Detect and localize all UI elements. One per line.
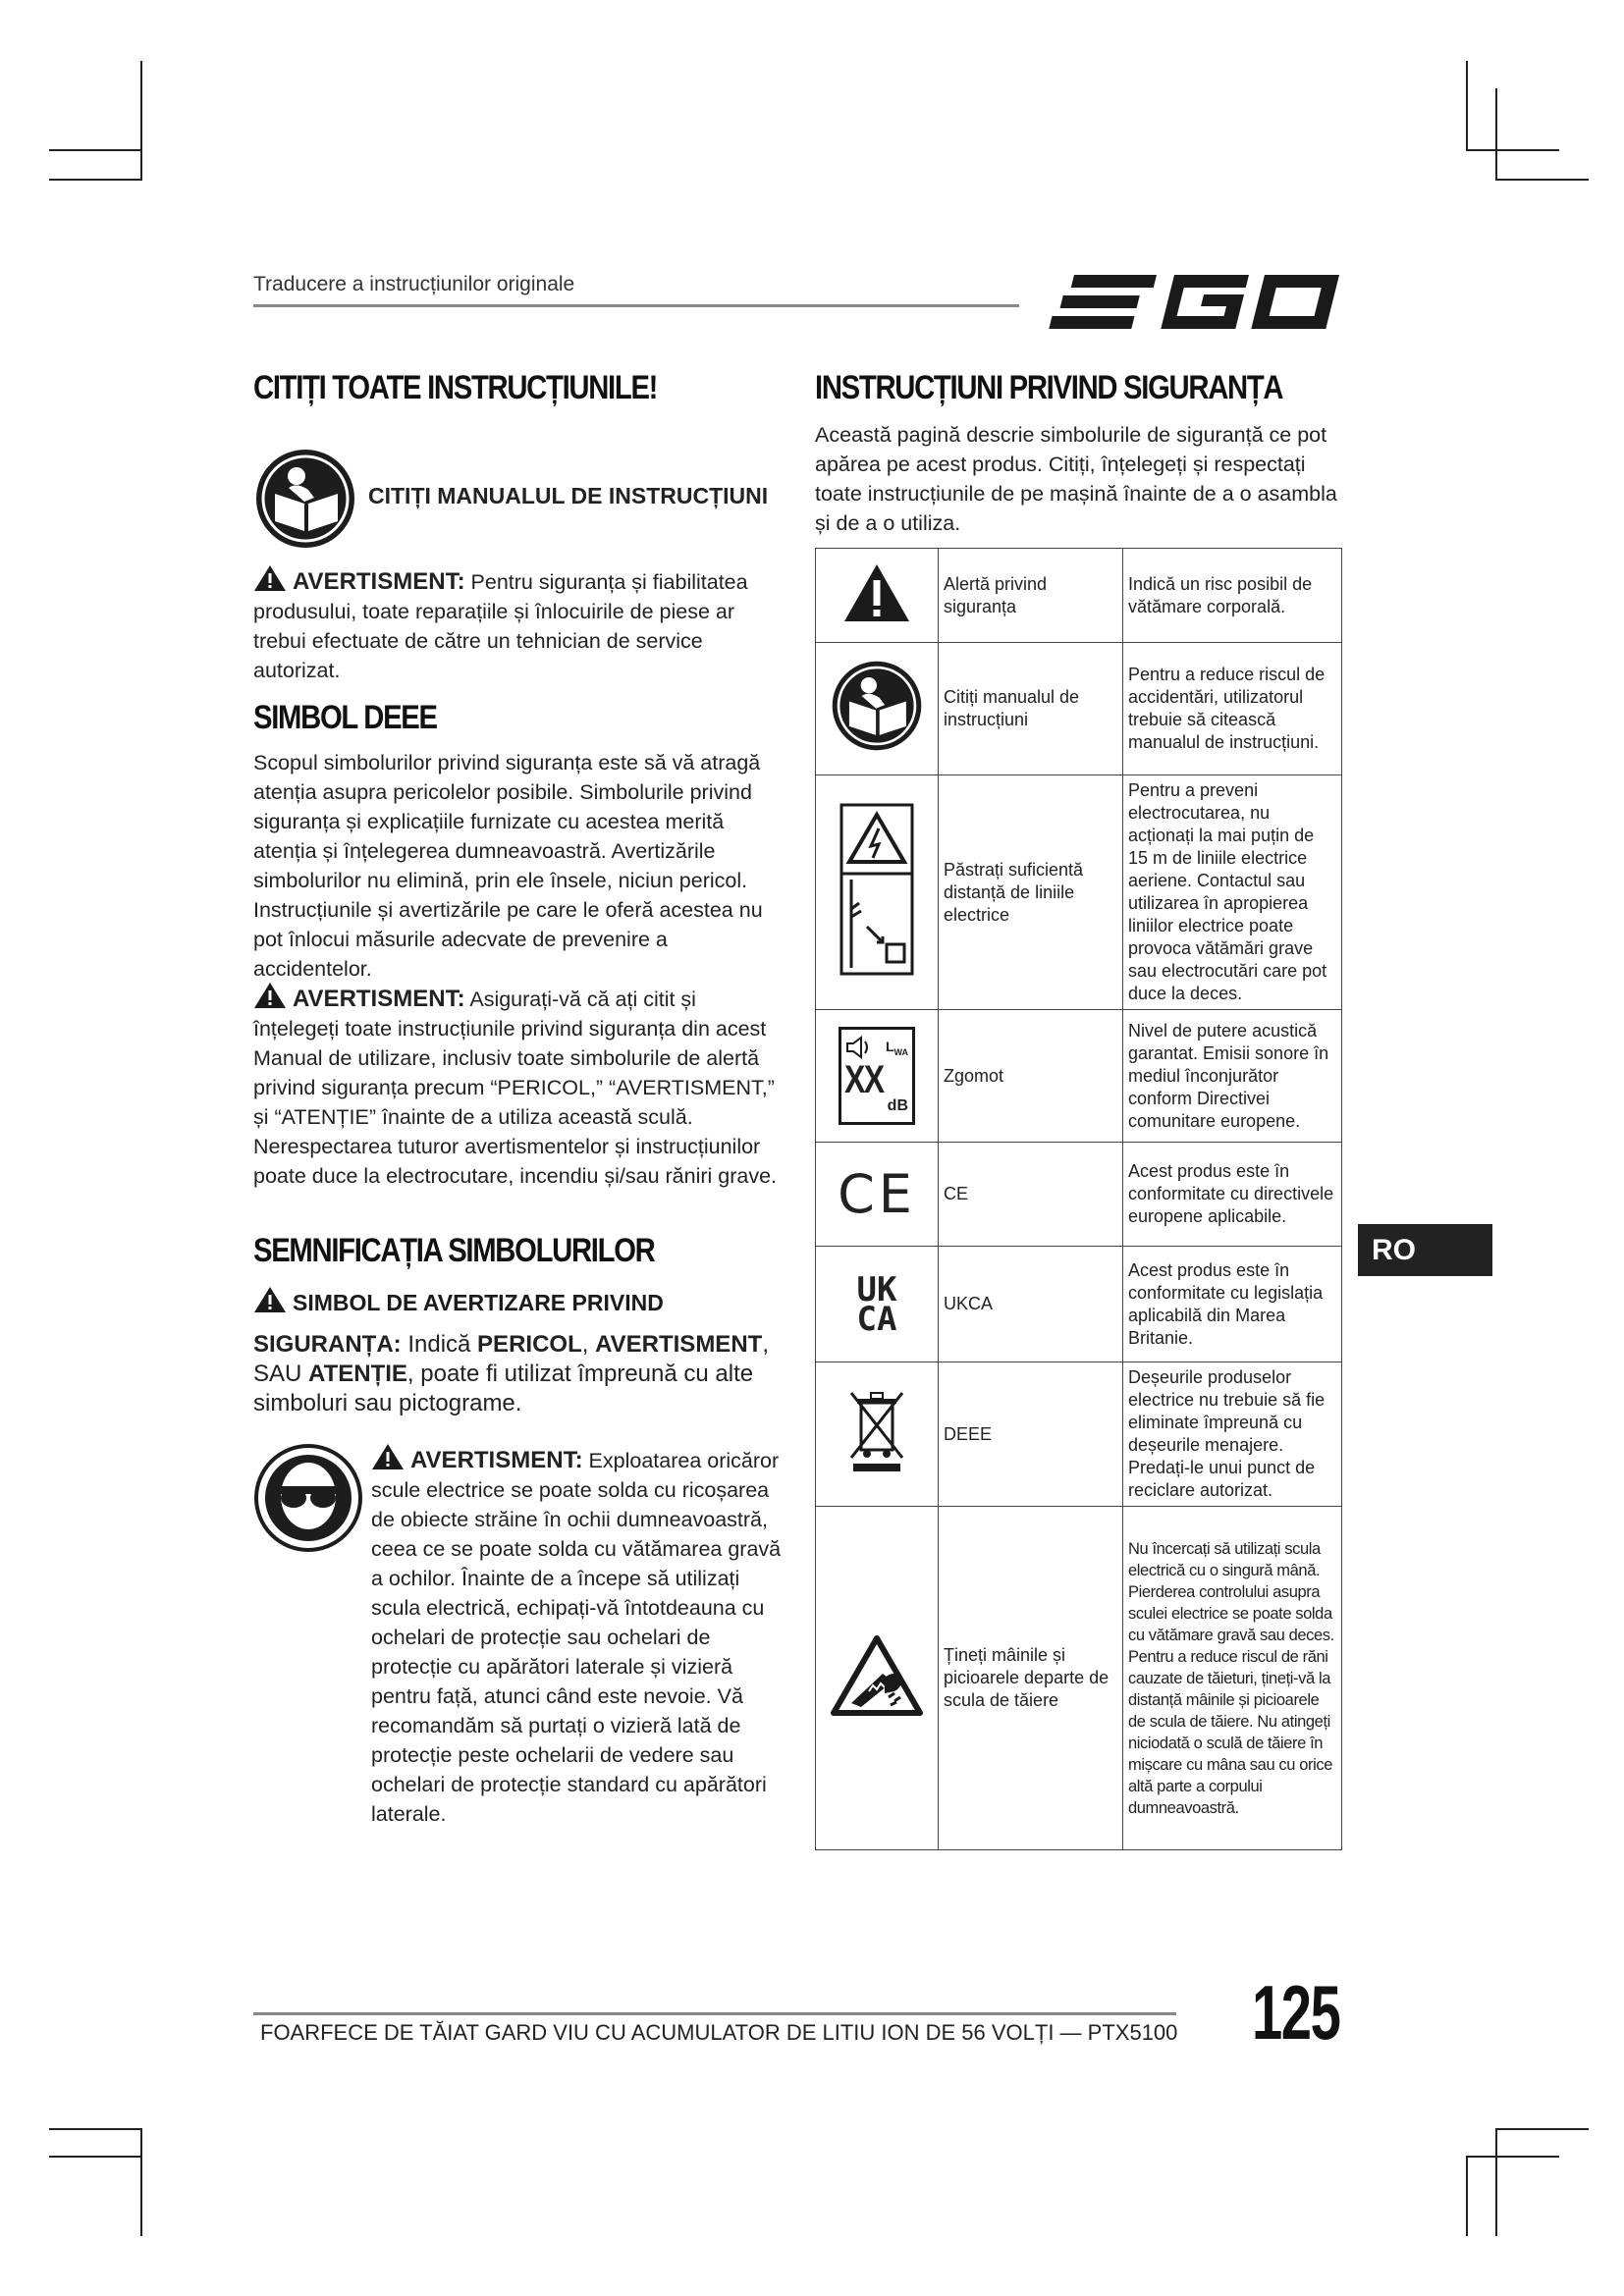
speaker-icon [845, 1036, 873, 1059]
header-rule [253, 304, 1019, 307]
crop-mark [49, 149, 142, 151]
crop-mark [49, 179, 142, 181]
symbol-icon-cell [816, 1247, 939, 1362]
weee-bin-icon [847, 1389, 906, 1473]
crop-mark [1495, 88, 1497, 181]
ego-logo [1049, 267, 1343, 338]
alert-text: Indică [401, 1331, 478, 1358]
crop-mark [1466, 61, 1468, 151]
ukca-mark-icon [820, 1269, 934, 1339]
safety-instructions-title: INSTRUCȚIUNI PRIVIND SIGURANȚA [815, 369, 1283, 406]
symbol-name: CE [939, 1143, 1123, 1247]
crop-mark [1466, 149, 1559, 151]
symbol-icon-cell [816, 1362, 939, 1507]
symbol-icon-cell [816, 1507, 939, 1850]
eye-protection-icon [253, 1443, 363, 1553]
warning-triangle-icon [253, 982, 287, 1009]
read-all-title: CITIȚI TOATE INSTRUCȚIUNILE! [253, 369, 658, 406]
table-row [816, 775, 1342, 1010]
read-manual-label: CITIȚI MANUALUL DE INSTRUCȚIUNI [368, 483, 769, 508]
symbol-name: Alertă privind siguranța [939, 549, 1123, 643]
safety-intro: Această pagină descrie simbolurile de siguranță ce pot apărea pe acest produs. Citiți, înțelegeți și respectați toate instrucțiunile de pe mașină înainte de a o asambla și de a o utiliza. [815, 423, 1337, 535]
warning-1-text: Pentru siguranța și fiabilitatea produsului, toate reparațiile și înlocuirile de piese ar trebui efectuate de către un tehnician de service autorizat. [253, 570, 748, 682]
alert-symbol-label-2: SIGURANȚA: [253, 1331, 402, 1358]
warning-triangle-icon [253, 564, 287, 592]
ukca-bottom: CA [856, 1299, 897, 1339]
noise-level-icon [839, 1027, 915, 1125]
power-lines-icon [838, 801, 916, 978]
table-row [816, 643, 1342, 775]
symbol-name: Păstrați suficientă distanță de liniile electrice [939, 775, 1123, 1010]
symbol-desc: Pentru a preveni electrocutarea, nu acționați la mai puțin de 15 m de liniile electrice aeriene. Contactul sau utilizarea în apropierea liniilor electrice poate provoca vătămări grave sau electrocutări care pot duce la deces. [1123, 775, 1342, 1010]
alert-symbol-label: SIMBOL DE AVERTIZARE PRIVIND [293, 1290, 664, 1315]
ce-mark-icon: CE [838, 1163, 916, 1225]
symbol-icon-cell [816, 1010, 939, 1143]
crop-mark [1495, 2128, 1589, 2130]
warning-triangle-icon [371, 1443, 405, 1470]
meaning-title: SEMNIFICAȚIA SIMBOLURILOR [253, 1232, 655, 1269]
table-row [816, 1362, 1342, 1507]
symbol-desc: Nivel de putere acustică garantat. Emisii sonore în mediul înconjurător conform Directivei comunitare europene. [1123, 1010, 1342, 1143]
warning-1 [253, 564, 784, 685]
alert-text: , [581, 1331, 596, 1358]
alert-atentie: ATENȚIE [308, 1361, 407, 1387]
crop-mark [1466, 2156, 1468, 2236]
table-row [816, 1247, 1342, 1362]
warning-triangle-icon [253, 1286, 287, 1313]
symbol-icon-cell [816, 549, 939, 643]
symbol-name: Țineți mâinile și picioarele departe de scula de tăiere [939, 1507, 1123, 1850]
alert-pericol: PERICOL [477, 1331, 582, 1358]
crop-mark [1466, 2156, 1559, 2158]
alert-symbol-heading [253, 1286, 664, 1316]
alert-text: , SAU [253, 1331, 769, 1387]
crop-mark [49, 2128, 142, 2130]
warning-2-text: Asigurați-vă că ați citit și înțelegeți toate instrucțiunile privind siguranța din acest Manual de utilizare, inclusiv toate simbolurile de alertă privind siguranța precum “PERICOL,” “AVERTISMENT,” și “ATENȚIE” înainte de a utiliza această sculă. Nerespectarea tuturor avertismentelor și instrucțiunilor poate duce la electrocutare, incendiu și/sau răniri grave. [253, 988, 778, 1188]
header-subtitle: Traducere a instrucțiunilor originale [253, 273, 575, 295]
symbol-desc: Deșeurile produselor electrice nu trebuie să fie eliminate împreună cu deșeurile menajere. Predați-le unui punct de reciclare autorizat. [1123, 1362, 1342, 1507]
footer-title: FOARFECE DE TĂIAT GARD VIU CU ACUMULATOR DE LITIU ION DE 56 VOLȚI — PTX5100 [260, 2020, 1178, 2045]
table-row [816, 1143, 1342, 1247]
alert-text: , poate fi utilizat împreună cu alte simboluri sau pictograme. [253, 1361, 754, 1416]
read-manual-icon [830, 659, 924, 753]
table-row [816, 549, 1342, 643]
symbol-name: Citiți manualul de instrucțiuni [939, 643, 1123, 775]
crop-mark [140, 2128, 142, 2236]
noise-db: dB [887, 1097, 908, 1114]
noise-xx: XX [844, 1058, 884, 1101]
symbols-table [815, 548, 1342, 1850]
alert-avertisment: AVERTISMENT [595, 1331, 763, 1358]
weee-title: SIMBOL DEEE [253, 699, 437, 736]
warning-1-label: AVERTISMENT: [293, 568, 465, 595]
symbol-desc: Acest produs este în conformitate cu directivele europene aplicabile. [1123, 1143, 1342, 1247]
symbol-name: Zgomot [939, 1010, 1123, 1143]
language-tab: RO [1358, 1224, 1492, 1276]
warning-3-text: Exploatarea oricăror scule electrice se poate solda cu ricoșarea de obiecte străine în ochii dumneavoastră, ceea ce se poate solda cu vătămarea gravă a ochilor. Înainte de a începe să utilizați scula electrică, echipați-vă întotdeauna cu ochelari de protecție sau ochelari de protecție cu apărători laterale și vizieră pentru față, atunci când este nevoie. Vă recomandăm să purtați o vizieră lată de protecție peste ochelarii de vedere sau ochelari de protecție standard cu apărători laterale. [371, 1449, 782, 1826]
footer-rule [253, 2012, 1176, 2015]
noise-lwa-sub: WA [893, 1046, 908, 1057]
symbol-icon-cell [816, 775, 939, 1010]
crop-mark [1495, 2128, 1497, 2236]
symbol-desc: Pentru a reduce riscul de accidentări, utilizatorul trebuie să citească manualul de instrucțiuni. [1123, 643, 1342, 775]
symbol-desc: Nu încercați să utilizați scula electrică cu o singură mână. Pierderea controlului asupra sculei electrice se poate solda cu vătămare gravă sau deces. Pentru a reduce riscul de răni cauzate de tăieturi, țineți-vă la distanță mâinile și picioarele de scula de tăiere. Nu atingeți niciodată o sculă de tăiere în mișcare cu mâna sau cu orice altă parte a corpului dumneavoastră. [1123, 1507, 1342, 1850]
page-number: 125 [1252, 1969, 1340, 2056]
warning-2 [253, 982, 784, 1191]
alert-symbol-text [253, 1330, 784, 1418]
crop-mark [140, 61, 142, 181]
blade-hand-icon [830, 1634, 924, 1717]
weee-text: Scopul simbolurilor privind siguranța este să vă atragă atenția asupra pericolelor posibile. Simbolurile privind siguranța și explicațiile furnizate cu acestea merită atenția și înțelegerea dumneavoastră. Avertizările simbolurilor nu elimină, prin ele însele, niciun pericol. Instrucțiunile și avertizările pe care le oferă acestea nu pot înlocui măsurile adecvate de prevenire a accidentelor. [253, 751, 763, 981]
symbol-desc: Acest produs este în conformitate cu legislația aplicabilă din Marea Britanie. [1123, 1247, 1342, 1362]
symbol-name: DEEE [939, 1362, 1123, 1507]
table-row [816, 1507, 1342, 1850]
safety-alert-icon [842, 562, 911, 623]
noise-lwa: L [885, 1039, 894, 1054]
table-row [816, 1010, 1342, 1143]
symbol-icon-cell [816, 643, 939, 775]
symbol-icon-cell [816, 1143, 939, 1247]
crop-mark [1495, 179, 1589, 181]
read-manual-icon [253, 447, 357, 551]
warning-3 [371, 1443, 784, 1829]
symbol-desc: Indică un risc posibil de vătămare corporală. [1123, 549, 1342, 643]
warning-2-label: AVERTISMENT: [293, 986, 465, 1012]
crop-mark [49, 2156, 142, 2158]
ukca-top: UK [856, 1269, 897, 1309]
warning-3-label: AVERTISMENT: [410, 1447, 583, 1473]
symbol-name: UKCA [939, 1247, 1123, 1362]
